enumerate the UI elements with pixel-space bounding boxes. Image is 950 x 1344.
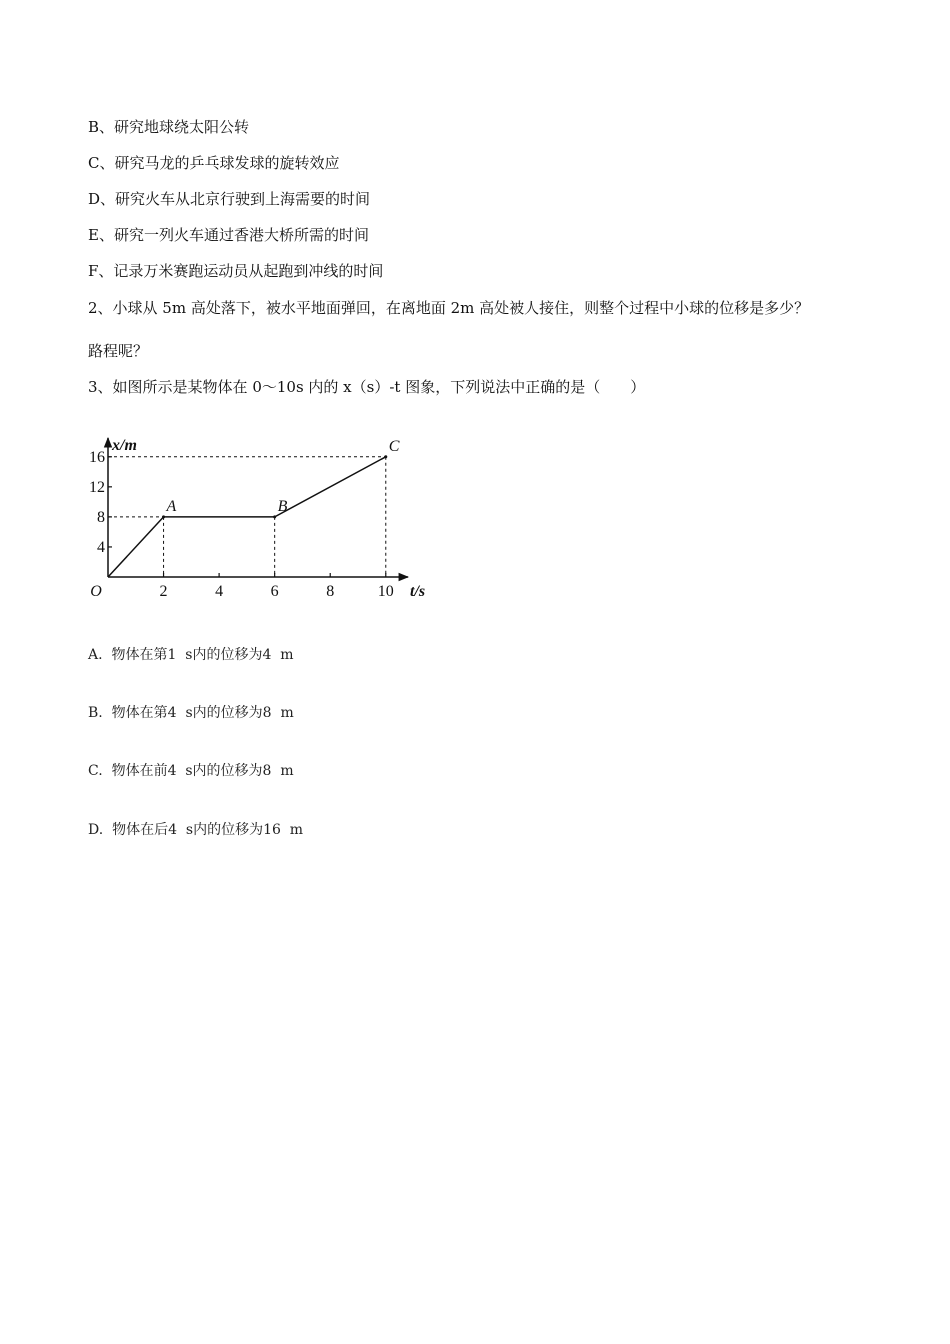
origin-label: O xyxy=(90,583,102,600)
answer-option-b[interactable]: B. 物体在第4 s内的位移为8 m xyxy=(88,705,294,721)
option-line-e: E、研究一列火车通过香港大桥所需的时间 xyxy=(88,226,369,244)
point-label-b: B xyxy=(277,497,288,515)
data-point-b xyxy=(273,515,276,518)
y-axis-label: x/m xyxy=(112,437,137,454)
series-segment xyxy=(108,517,164,577)
y-tick-label: 12 xyxy=(89,478,105,496)
question-3-text: 3、如图所示是某物体在 0～10s 内的 x（s）-t 图象，下列说法中正确的是（ ） xyxy=(88,378,646,396)
answer-option-c[interactable]: C. 物体在前4 s内的位移为8 m xyxy=(88,763,294,779)
point-label-a: A xyxy=(166,497,177,515)
question-2-continuation: 路程呢？ xyxy=(88,342,149,360)
data-point-a xyxy=(162,515,165,518)
x-tick-label: 8 xyxy=(326,583,335,600)
x-axis-label: t/s xyxy=(410,583,426,600)
x-tick-label: 4 xyxy=(215,583,224,600)
series-segment xyxy=(275,457,386,517)
answer-option-a[interactable]: A. 物体在第1 s内的位移为4 m xyxy=(88,647,294,663)
option-line-c: C、研究马龙的乒乓球发球的旋转效应 xyxy=(88,154,340,172)
y-tick-label: 16 xyxy=(89,448,105,466)
data-point-c xyxy=(384,455,387,458)
option-line-d: D、研究火车从北京行驶到上海需要的时间 xyxy=(88,190,371,208)
series-path xyxy=(108,455,387,577)
xt-graph xyxy=(86,432,426,604)
point-label-c: C xyxy=(388,437,400,455)
x-tick-label: 2 xyxy=(159,583,168,600)
x-tick-label: 6 xyxy=(270,583,279,600)
x-tick-label: 10 xyxy=(377,583,394,600)
option-line-f: F、记录万米赛跑运动员从起跑到冲线的时间 xyxy=(88,262,384,280)
question-2-text: 2、小球从 5m 高处落下，被水平地面弹回，在离地面 2m 高处被人接住，则整个过程中小球的位移是多少？ xyxy=(88,299,810,317)
y-tick-label: 4 xyxy=(97,538,105,556)
chart-labels xyxy=(89,437,425,600)
answer-option-d[interactable]: D. 物体在后4 s内的位移为16 m xyxy=(88,822,304,838)
option-line-b: B、研究地球绕太阳公转 xyxy=(88,118,250,136)
y-tick-label: 8 xyxy=(97,508,105,526)
